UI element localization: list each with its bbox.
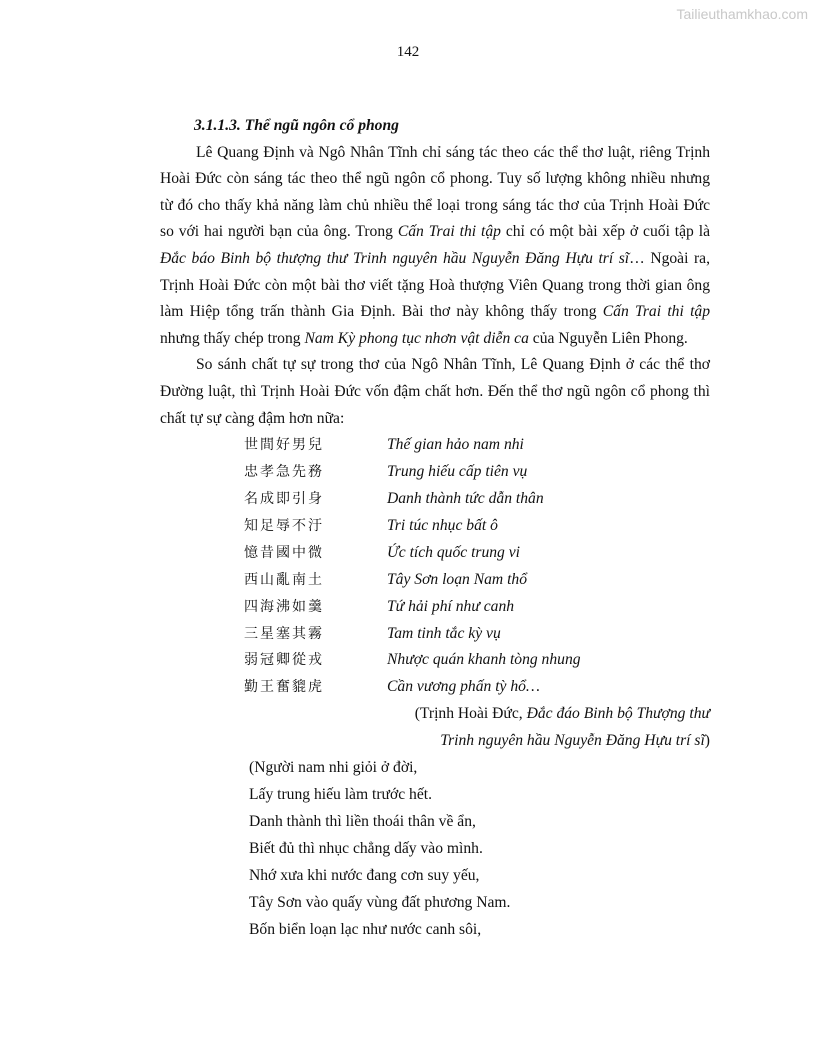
translation-line: Tây Sơn vào quấy vùng đất phương Nam. — [249, 894, 511, 912]
watermark: Tailieuthamkhao.com — [676, 6, 808, 22]
transliteration: Cần vương phấn tỳ hổ… — [387, 678, 540, 696]
han-text: 世間好男兒 — [244, 437, 324, 454]
poem-line — [160, 513, 710, 540]
page-number: 142 — [396, 44, 420, 60]
translation-line: Bốn biển loạn lạc như nước canh sôi, — [249, 921, 482, 939]
transliteration: Tri túc nhục bất ô — [387, 516, 498, 534]
book-title: Cấn Trai thi tập — [602, 303, 710, 321]
transliteration: Ức tích quốc trung vi — [387, 543, 521, 561]
paragraph-2: So sánh chất tự sự trong thơ của Ngô Nhân Tĩnh, Lê Quang Định ở các thể thơ Đường luật, thì Trịnh Hoài Đức vốn đậm chất hơn. Đến thể thơ ngũ ngôn cổ phong thì chất tự sự càng đậm hơn nữa: — [160, 356, 710, 427]
transliteration: Nhược quán khanh tòng nhung — [387, 651, 581, 669]
citation-open: (Trịnh Hoài Đức, — [414, 705, 527, 723]
transliteration: Danh thành tức dẫn thân — [387, 490, 544, 508]
citation — [160, 701, 710, 754]
translation-line: (Người nam nhi giỏi ở đời, — [249, 759, 418, 777]
poem-line — [160, 540, 710, 567]
poem-line — [160, 674, 710, 701]
citation-close: ) — [704, 731, 710, 749]
poem-line — [160, 647, 710, 674]
han-text: 憶昔國中微 — [244, 544, 324, 561]
text: chỉ có một bài xếp ở cuối tập là — [500, 223, 710, 241]
poem-line — [160, 593, 710, 620]
section-heading: 3.1.1.3. Thể ngũ ngôn cổ phong — [194, 117, 399, 134]
text: Lê Quang Định và Ngô Nhân Tĩnh chỉ sáng tác theo các thể thơ luật, riêng Trịnh Hoài Đức còn sáng tác theo thể ngũ ngôn cổ phong. Tuy số lượng không nhiều nhưng từ đó cho thấy khả năng làm chủ nhiều thể loại trong sáng tác thơ của Trịnh Hoài Đức so với hai người bạn của ông. Trong — [160, 143, 710, 241]
citation-title-1: Đắc đáo Binh bộ Thượng thư — [526, 705, 710, 723]
citation-title-2: Trinh nguyên hầu Nguyễn Đăng Hựu trí sĩ — [440, 731, 705, 749]
poem-line — [160, 620, 710, 647]
translation — [160, 754, 710, 943]
poem-line — [160, 432, 710, 459]
poem — [160, 432, 710, 701]
han-text: 名成即引身 — [244, 491, 324, 508]
transliteration: Tây Sơn loạn Nam thổ — [387, 570, 528, 588]
poem-line — [160, 459, 710, 486]
translation-line: Nhớ xưa khi nước đang cơn suy yếu, — [249, 867, 480, 885]
poem-line — [160, 486, 710, 513]
transliteration: Trung hiếu cấp tiên vụ — [387, 463, 528, 481]
book-title: Cấn Trai thi tập — [397, 223, 501, 241]
poem-title: Đắc báo Binh bộ thượng thư Trinh nguyên hầu Nguyễn Đăng Hựu trí sĩ — [160, 249, 630, 267]
transliteration: Tứ hải phí như canh — [387, 597, 515, 615]
translation-line: Danh thành thì liền thoái thân về ẩn, — [249, 813, 476, 831]
translation-line: Lấy trung hiếu làm trước hết. — [249, 786, 432, 804]
han-text: 知足辱不汙 — [244, 517, 324, 534]
han-text: 弱冠卿從戎 — [244, 652, 324, 669]
han-text: 三星塞其霧 — [244, 625, 324, 642]
han-text: 西山亂南土 — [244, 571, 324, 588]
paragraph-1 — [160, 140, 710, 353]
page-content — [160, 113, 710, 943]
han-text: 忠孝急先務 — [244, 464, 324, 481]
text: nhưng thấy chép trong — [160, 329, 305, 347]
translation-line: Biết đủ thì nhục chẳng dấy vào mình. — [249, 840, 483, 858]
book-title: Nam Kỳ phong tục nhơn vật diễn ca — [304, 329, 529, 347]
poem-line — [160, 567, 710, 594]
transliteration: Thế gian hảo nam nhi — [387, 436, 524, 454]
text: … Ngoài ra, Trịnh Hoài Đức còn một bài thơ viết tặng Hoà thượng Viên Quang trong thời gian ông làm Hiệp tổng trấn thành Gia Định. Bài thơ này không thấy trong — [160, 249, 710, 321]
text: của Nguyễn Liên Phong. — [528, 329, 688, 347]
transliteration: Tam tinh tắc kỳ vụ — [387, 624, 501, 642]
han-text: 四海沸如羹 — [244, 598, 324, 615]
han-text: 勤王奮貔虎 — [244, 679, 324, 696]
